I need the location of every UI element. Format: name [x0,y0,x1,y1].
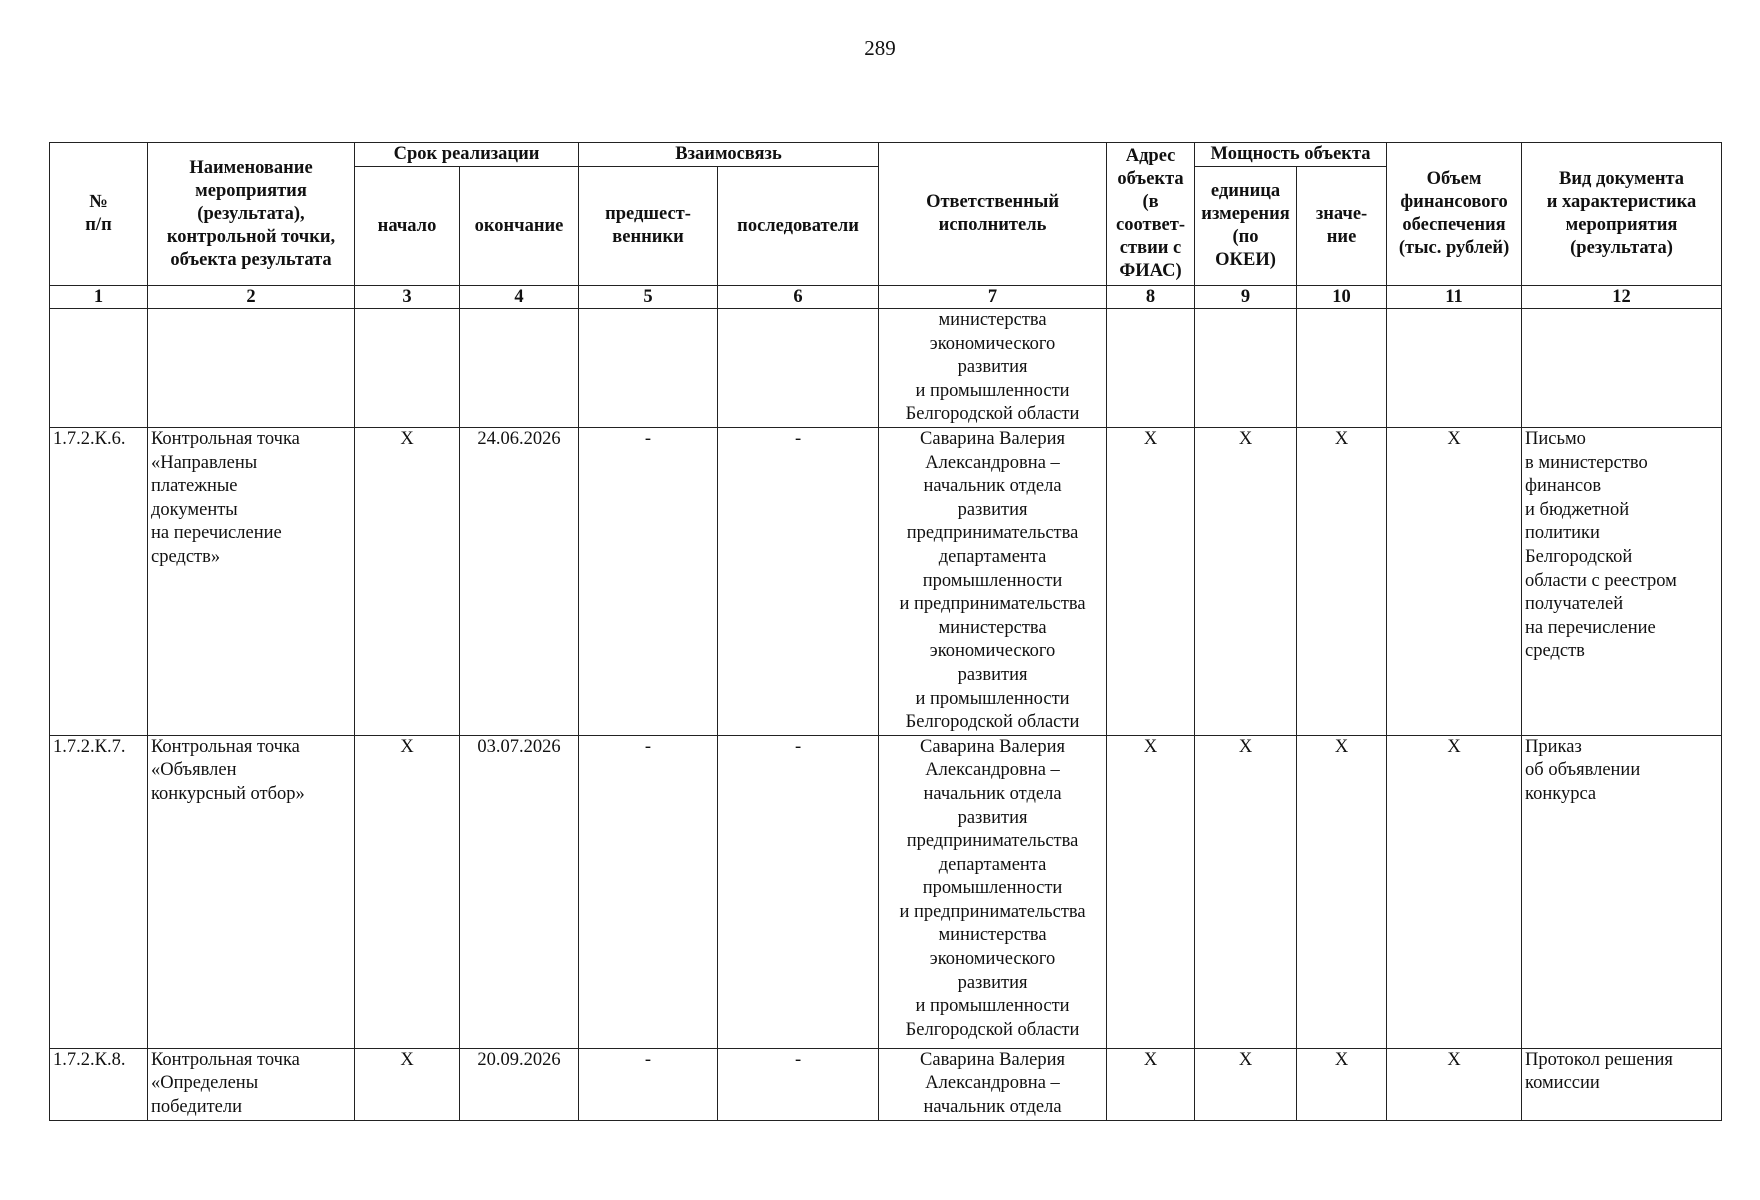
row-start: X [355,428,460,736]
header-volume: Объем финансового обеспечения (тыс. рублей) [1387,143,1522,286]
column-number: 6 [718,286,879,309]
row-end: 24.06.2026 [460,428,579,736]
row-volume: X [1387,1048,1522,1120]
column-number: 10 [1297,286,1387,309]
row-address: X [1107,735,1195,1048]
row-unit: X [1195,735,1297,1048]
column-number-row [50,286,1722,309]
row-value: X [1297,1048,1387,1120]
header-successors: последователи [718,167,879,286]
column-number: 7 [879,286,1107,309]
row-volume: X [1387,428,1522,736]
row-volume: X [1387,735,1522,1048]
row-address: X [1107,1048,1195,1120]
table-row [50,735,1722,1048]
row-document: Письмо в министерство финансов и бюджетной политики Белгородской области с реестром получателей на перечисление средств [1522,428,1722,736]
header-unit: единица измерения (по ОКЕИ) [1195,167,1297,286]
header-end: окончание [460,167,579,286]
row-start [355,309,460,428]
row-name: Контрольная точка «Объявлен конкурсный отбор» [148,735,355,1048]
header-predecessors: предшест- венники [579,167,718,286]
row-predecessors: - [579,428,718,736]
row-document [1522,309,1722,428]
header-num: № п/п [50,143,148,286]
row-end [460,309,579,428]
row-address [1107,309,1195,428]
column-number: 1 [50,286,148,309]
row-successors [718,309,879,428]
page-number: 289 [864,36,896,60]
header-value: значе- ние [1297,167,1387,286]
column-number: 8 [1107,286,1195,309]
row-value: X [1297,735,1387,1048]
row-responsible: Саварина Валерия Александровна – начальник отдела [879,1048,1107,1120]
row-volume [1387,309,1522,428]
row-document: Приказ об объявлении конкурса [1522,735,1722,1048]
column-number: 5 [579,286,718,309]
row-predecessors: - [579,735,718,1048]
row-end: 03.07.2026 [460,735,579,1048]
column-number: 9 [1195,286,1297,309]
header-responsible: Ответственный исполнитель [879,143,1107,286]
row-start: X [355,735,460,1048]
row-number: 1.7.2.К.6. [50,428,148,736]
row-document: Протокол решения комиссии [1522,1048,1722,1120]
row-unit: X [1195,428,1297,736]
row-end: 20.09.2026 [460,1048,579,1120]
row-successors: - [718,428,879,736]
column-number: 3 [355,286,460,309]
table-row [50,309,1722,428]
header-start: начало [355,167,460,286]
table-row [50,1048,1722,1120]
row-value [1297,309,1387,428]
row-predecessors: - [579,1048,718,1120]
plan-table [49,142,1722,1121]
row-name [148,309,355,428]
row-address: X [1107,428,1195,736]
row-name: Контрольная точка «Определены победители [148,1048,355,1120]
row-number: 1.7.2.К.7. [50,735,148,1048]
row-predecessors [579,309,718,428]
row-responsible: Саварина Валерия Александровна – начальник отдела развития предпринимательства департамента промышленности и предпринимательства министерства экономического развития и промышленности Белгородской области [879,735,1107,1048]
header-address: Адрес объекта (в соответ- ствии с ФИАС) [1107,143,1195,286]
row-successors: - [718,735,879,1048]
header-capacity-group: Мощность объекта [1195,143,1387,167]
header-link-group: Взаимосвязь [579,143,879,167]
row-responsible: министерства экономического развития и промышленности Белгородской области [879,309,1107,428]
row-successors: - [718,1048,879,1120]
column-number: 2 [148,286,355,309]
column-number: 11 [1387,286,1522,309]
row-number [50,309,148,428]
column-number: 12 [1522,286,1722,309]
row-unit: X [1195,1048,1297,1120]
row-number: 1.7.2.К.8. [50,1048,148,1120]
header-document: Вид документа и характеристика мероприятия (результата) [1522,143,1722,286]
row-name: Контрольная точка «Направлены платежные документы на перечисление средств» [148,428,355,736]
row-value: X [1297,428,1387,736]
header-row-top [50,143,1722,167]
header-deadline-group: Срок реализации [355,143,579,167]
row-unit [1195,309,1297,428]
header-name: Наименование мероприятия (результата), контрольной точки, объекта результата [148,143,355,286]
table-row [50,428,1722,736]
row-responsible: Саварина Валерия Александровна – начальник отдела развития предпринимательства департамента промышленности и предпринимательства министерства экономического развития и промышленности Белгородской области [879,428,1107,736]
row-start: X [355,1048,460,1120]
column-number: 4 [460,286,579,309]
